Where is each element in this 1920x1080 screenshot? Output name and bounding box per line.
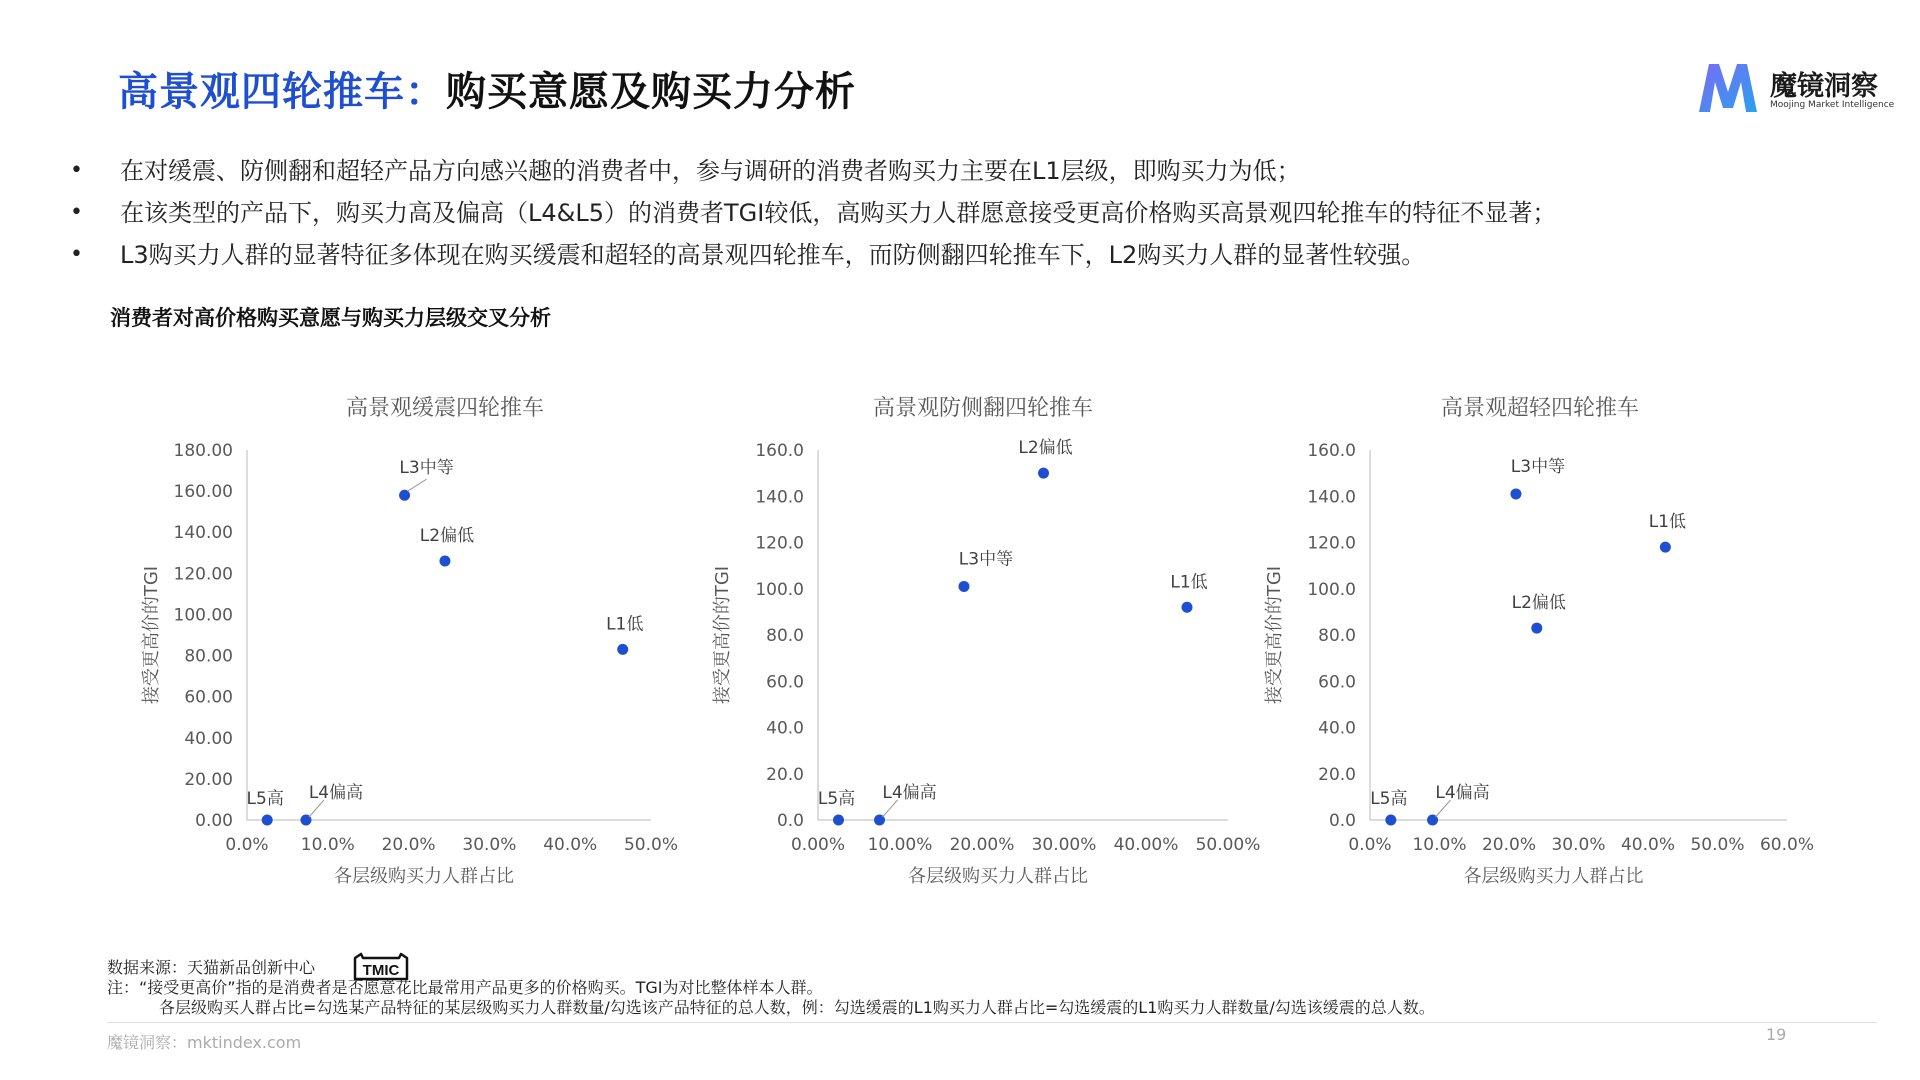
- footnotes: [107, 958, 1435, 1018]
- y-tick-label: 100.0: [1307, 579, 1356, 600]
- y-tick-label: 120.00: [173, 564, 233, 585]
- data-point: [439, 556, 450, 567]
- footer-site: 魔镜洞察：mktindex.com: [107, 1033, 302, 1052]
- data-point: [399, 490, 410, 501]
- y-tick-label: 20.00: [184, 769, 233, 790]
- x-axis-title: 各层级购买力人群占比: [908, 866, 1088, 887]
- x-tick-label: 50.0%: [1690, 835, 1745, 855]
- x-tick-label: 30.00%: [1031, 835, 1097, 855]
- y-tick-label: 100.0: [755, 579, 804, 600]
- logo-subtitle: Moojing Market Intelligence: [1770, 100, 1895, 110]
- data-point: [833, 815, 844, 826]
- scatter-charts: [0, 380, 1920, 900]
- y-tick-label: 80.00: [184, 646, 233, 667]
- data-label: L4偏高: [882, 783, 937, 803]
- moojing-logo: [1695, 58, 1895, 118]
- data-label: L4偏高: [1435, 783, 1490, 803]
- y-tick-label: 140.0: [755, 487, 804, 508]
- section-title: 消费者对高价格购买意愿与购买力层级交叉分析: [110, 306, 551, 330]
- y-tick-label: 80.0: [766, 626, 804, 646]
- moojing-m-icon: [1695, 58, 1761, 116]
- data-point: [1660, 542, 1671, 553]
- data-label: L5高: [817, 789, 856, 809]
- x-tick-label: 30.0%: [462, 835, 517, 855]
- x-tick-label: 0.0%: [1348, 835, 1392, 855]
- y-tick-label: 40.0: [766, 718, 804, 739]
- y-tick-label: 0.00: [195, 811, 233, 831]
- data-point: [1182, 602, 1193, 613]
- y-axis-title: 接受更高价的TGI: [141, 565, 162, 705]
- data-label: L4偏高: [308, 783, 364, 803]
- chart-title: 高景观防侧翻四轮推车: [872, 396, 1094, 421]
- leader-line: [408, 479, 427, 491]
- y-tick-label: 140.0: [1307, 487, 1356, 508]
- y-tick-label: 60.00: [184, 687, 233, 708]
- bullet-list: [70, 150, 1870, 276]
- data-source: 数据来源：天猫新品创新中心: [107, 958, 316, 977]
- data-label: L2偏低: [1018, 438, 1073, 459]
- data-label: L3中等: [1510, 456, 1566, 477]
- y-tick-label: 40.00: [184, 728, 233, 749]
- data-label: L1低: [606, 614, 644, 635]
- y-tick-label: 0.0: [1328, 811, 1356, 831]
- y-tick-label: 160.0: [1307, 441, 1356, 461]
- y-tick-label: 180.00: [173, 441, 233, 461]
- y-tick-label: 60.0: [1318, 672, 1356, 693]
- x-tick-label: 10.0%: [1412, 835, 1467, 855]
- footer-divider: [107, 1022, 1877, 1023]
- data-label: L5高: [246, 789, 284, 809]
- x-tick-label: 40.00%: [1113, 835, 1179, 855]
- data-label: L5高: [1370, 789, 1408, 809]
- x-axis-title: 各层级购买力人群占比: [334, 866, 514, 887]
- data-label: L3中等: [958, 549, 1014, 570]
- x-tick-label: 40.0%: [543, 835, 598, 855]
- y-tick-label: 120.0: [1307, 533, 1356, 554]
- data-label: L3中等: [399, 458, 454, 479]
- y-tick-label: 60.0: [766, 672, 804, 693]
- note-2: 各层级购买人群占比=勾选某产品特征的某层级购买力人群数量/勾选该产品特征的总人数，例：勾选缓震的L1购买力人群占比=勾选缓震的L1购买力人群数量/勾选该缓震的总人数。: [159, 998, 1435, 1017]
- x-tick-label: 0.00%: [790, 835, 846, 855]
- data-point: [262, 815, 273, 826]
- x-tick-label: 10.0%: [300, 835, 355, 855]
- data-label: L1低: [1170, 572, 1208, 593]
- bullet-item: • 在对缓震、防侧翻和超轻产品方向感兴趣的消费者中，参与调研的消费者购买力主要在L1层级，即购买力为低；: [70, 150, 1870, 192]
- y-tick-label: 160.0: [755, 441, 804, 461]
- y-axis-title: 接受更高价的TGI: [1264, 565, 1285, 705]
- bullet-item: • 在该类型的产品下，购买力高及偏高（L4&L5）的消费者TGI较低，高购买力人群愿意接受更高价格购买高景观四轮推车的特征不显著；: [70, 192, 1870, 234]
- chart-title: 高景观缓震四轮推车: [345, 396, 545, 421]
- data-point: [1038, 468, 1049, 479]
- x-axis-title: 各层级购买力人群占比: [1463, 866, 1644, 887]
- chart-title: 高景观超轻四轮推车: [1440, 396, 1640, 421]
- x-tick-label: 60.0%: [1759, 835, 1815, 855]
- data-point: [1385, 815, 1396, 826]
- y-tick-label: 20.0: [766, 764, 804, 785]
- tmic-logo: [352, 952, 410, 982]
- x-tick-label: 50.00%: [1195, 835, 1261, 855]
- logo-name: 魔镜洞察: [1770, 71, 1878, 102]
- x-tick-label: 20.0%: [381, 835, 436, 855]
- y-tick-label: 160.00: [173, 482, 233, 503]
- title-part-1: 高景观四轮推车：: [118, 69, 446, 115]
- title-part-2: 购买意愿及购买力分析: [446, 69, 856, 115]
- data-label: L2偏低: [1511, 593, 1566, 614]
- y-tick-label: 40.0: [1318, 718, 1356, 739]
- data-point: [1510, 488, 1521, 499]
- y-tick-label: 120.0: [755, 533, 804, 554]
- x-tick-label: 40.0%: [1620, 835, 1676, 855]
- page-title: [118, 60, 856, 117]
- y-axis-title: 接受更高价的TGI: [712, 565, 733, 705]
- y-tick-label: 140.00: [173, 523, 233, 544]
- bullet-item: • L3购买力人群的显著特征多体现在购买缓震和超轻的高景观四轮推车，而防侧翻四轮推车下，L2购买力人群的显著性较强。: [70, 234, 1870, 276]
- x-tick-label: 50.0%: [623, 835, 679, 855]
- x-tick-label: 20.0%: [1481, 835, 1537, 855]
- tmic-text: TMIC: [362, 962, 400, 979]
- y-tick-label: 80.0: [1318, 626, 1356, 646]
- data-point: [1531, 623, 1542, 634]
- data-label: L1低: [1648, 512, 1687, 533]
- data-point: [958, 581, 969, 592]
- x-tick-label: 30.0%: [1551, 835, 1606, 855]
- x-tick-label: 20.00%: [949, 835, 1015, 855]
- y-tick-label: 0.0: [776, 811, 804, 831]
- page-number: 19: [1766, 1025, 1787, 1044]
- y-tick-label: 20.0: [1318, 764, 1356, 785]
- x-tick-label: 0.0%: [225, 835, 269, 855]
- data-point: [617, 644, 628, 655]
- y-tick-label: 100.00: [173, 605, 233, 626]
- data-label: L2偏低: [419, 526, 475, 546]
- note-1: 注：“接受更高价”指的是消费者是否愿意花比最常用产品更多的价格购买。TGI为对比整体样本人群。: [107, 978, 823, 997]
- x-tick-label: 10.00%: [867, 835, 933, 855]
